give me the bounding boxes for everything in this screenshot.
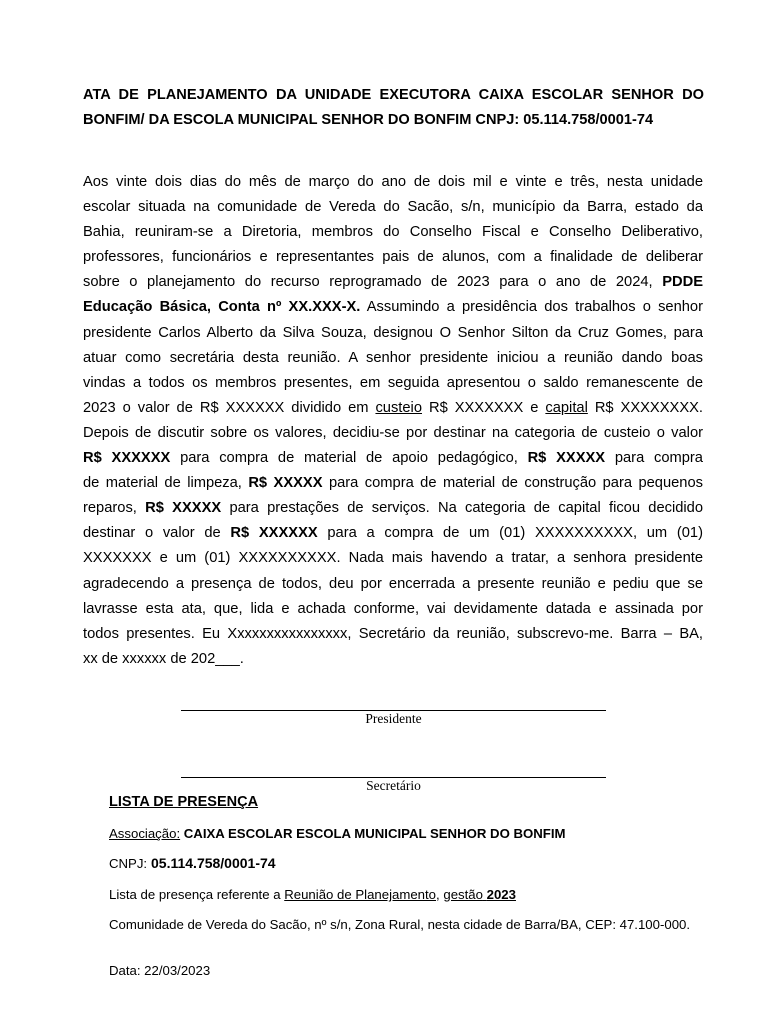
body-text: para a compra de um (01) XXXXXXXXXX, um (01) [327, 525, 703, 542]
body-line: todos presentes. Eu Xxxxxxxxxxxxxxxx, Secretário da reunião, subscrevo-me. Barra – BA, [83, 625, 703, 642]
body-line: professores, funcionários e representantes pais de alunos, com a finalidade de deliberar [83, 249, 703, 266]
reference-gestao [443, 887, 516, 902]
pdde-label: PDDE [662, 274, 703, 291]
capital-term: capital [545, 399, 588, 416]
body-text: reparos, [83, 500, 137, 517]
amount-value: R$ XXXXX [145, 500, 222, 517]
body-text: para compra de material de apoio pedagógico, [180, 450, 518, 467]
association-row [109, 825, 703, 842]
body-line [83, 496, 703, 521]
address-row: Comunidade de Vereda do Sacão, nº s/n, Zona Rural, nesta cidade de Barra/BA, CEP: 47.100-000. [109, 917, 691, 932]
body-text: de material de limpeza, [83, 475, 242, 492]
body-line: vindas a todos os membros presentes, em seguida apresentou o saldo remanescente de [83, 374, 703, 391]
reference-meeting: Reunião de Planejamento [284, 887, 437, 902]
body-line [83, 521, 703, 546]
secretary-label: Secretário [366, 778, 421, 793]
body-line: XXXXXXX e um (01) XXXXXXXXXX. Nada mais havendo a tratar, a senhora presidente [83, 550, 703, 567]
amount-value: R$ XXXXXX [230, 525, 318, 542]
association-value: CAIXA ESCOLAR ESCOLA MUNICIPAL SENHOR DO BONFIM [183, 826, 566, 841]
reference-gestao-label: gestão [443, 887, 483, 902]
association-label: Associação: [109, 826, 181, 841]
presence-list-title: LISTA DE PRESENÇA [109, 794, 259, 810]
body-line [83, 295, 703, 320]
reference-prefix: Lista de presença referente a [109, 887, 281, 902]
body-line [83, 471, 703, 496]
body-line: escolar situada na comunidade de Vereda do Sacão, s/n, município da Barra, estado da [83, 199, 703, 216]
body-line: Aos vinte dois dias do mês de março do ano de dois mil e vinte e três, nesta unidade [83, 174, 703, 190]
body-line: Depois de discutir sobre os valores, decidiu-se por destinar na categoria de custeio o valor [83, 424, 703, 441]
amount-value: R$ XXXXX [248, 475, 323, 492]
cnpj-label: CNPJ: [109, 856, 148, 871]
body-line: xx de xxxxxx de 202___. [83, 650, 244, 667]
body-line: atuar como secretária desta reunião. A senhor presidente iniciou a reunião dando boas [83, 349, 703, 366]
cnpj-row [109, 855, 703, 872]
body-text: Assumindo a presidência dos trabalhos o senhor [366, 299, 703, 316]
reference-row [109, 886, 703, 903]
cnpj-value: 05.114.758/0001-74 [151, 855, 276, 871]
body-line [83, 396, 703, 421]
document-title: ATA DE PLANEJAMENTO DA UNIDADE EXECUTORA CAIXA ESCOLAR SENHOR DO BONFIM/ DA ESCOLA MUNICIPAL SENHOR DO BONFIM CNPJ: 05.114.758/0001-74 [83, 87, 704, 128]
minutes-body [83, 170, 703, 672]
body-line: presidente Carlos Alberto da Silva Souza, designou O Senhor Silton da Cruz Gomes, para [83, 324, 703, 341]
president-label: Presidente [365, 711, 422, 726]
body-line: agradecendo a presença de todos, deu por encerrada a presente reunião e pediu que se [83, 575, 703, 592]
custeio-term: custeio [375, 399, 422, 416]
body-line: Bahia, reuniram-se a Diretoria, membros do Conselho Fiscal e Conselho Deliberativo, [83, 224, 703, 241]
body-line: lavrasse esta ata, que, lida e achada conforme, vai devidamente datada e assinada por [83, 600, 703, 617]
body-text: para prestações de serviços. Na categoria de capital ficou decidido [229, 500, 703, 517]
body-line [83, 446, 703, 471]
date-row: Data: 22/03/2023 [109, 963, 211, 978]
body-text: para compra de material de construção para pequenos [328, 475, 703, 492]
reference-separator: , [436, 887, 440, 902]
body-text: R$ XXXXXXX e [428, 399, 539, 416]
body-text: para compra [614, 450, 703, 467]
body-line [83, 270, 703, 295]
account-label: Educação Básica, Conta nº XX.XXX-X. [83, 299, 361, 316]
body-text: sobre o planejamento do recurso reprogramado de 2023 para o ano de 2024, [83, 274, 653, 291]
reference-year: 2023 [486, 887, 516, 902]
amount-value: R$ XXXXXX [83, 450, 171, 467]
body-text: 2023 o valor de R$ XXXXXX dividido em [83, 399, 369, 416]
amount-value: R$ XXXXX [527, 450, 606, 467]
body-text: destinar o valor de [83, 525, 221, 542]
body-text: R$ XXXXXXXX. [594, 399, 703, 416]
